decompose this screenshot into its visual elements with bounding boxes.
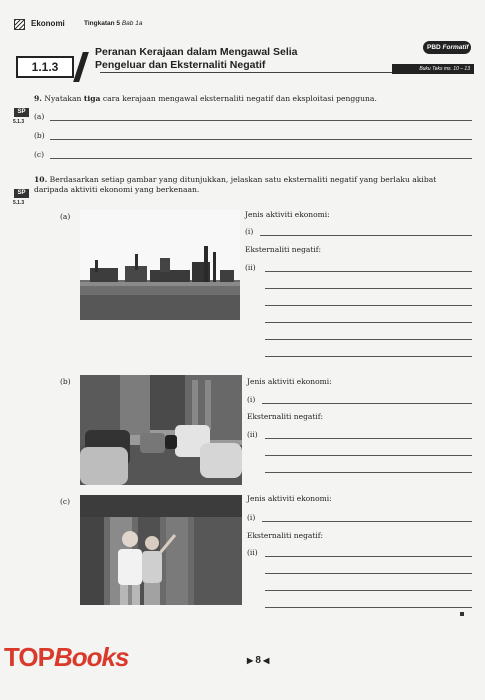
sp-code-q9: 5.1.3 [13, 119, 25, 125]
q9-item-a-label: (a) [34, 112, 45, 121]
q10-part-a-label: (a) [60, 212, 71, 221]
title-rule [100, 72, 392, 73]
sp-badge-q9: SP [14, 108, 29, 117]
section-divider [73, 52, 89, 82]
q10a-externality-answer-line-2[interactable] [265, 288, 472, 289]
page-number: ▶ 8 ◀ [247, 655, 269, 666]
q10-part-c-label: (c) [60, 497, 71, 506]
q10c-ii-label: (ii) [247, 548, 258, 557]
q10-part-b-label: (b) [60, 377, 71, 386]
level-label: Tingkatan 5 Bab 1a [84, 20, 143, 27]
q10b-externality-answer-line-1[interactable] [265, 438, 472, 439]
q10c-externality-answer-line-1[interactable] [265, 556, 472, 557]
section-title-line1: Peranan Kerajaan dalam Mengawal Selia [95, 46, 298, 58]
section-number-badge [16, 56, 88, 78]
q10a-externality-answer-line-6[interactable] [265, 356, 472, 357]
q10a-externality-answer-line-1[interactable] [265, 271, 472, 272]
sp-badge-q10: SP [14, 189, 29, 198]
q10c-activity-answer-line[interactable] [262, 521, 472, 522]
page-marker [460, 612, 464, 616]
q10c-externality-answer-line-3[interactable] [265, 590, 472, 591]
sp-code-q10: 5.1.3 [13, 200, 25, 206]
q10a-externality-answer-line-5[interactable] [265, 339, 472, 340]
question-10: 10. Berdasarkan setiap gambar yang ditunjukkan, jelaskan satu eksternaliti negatif yang berlaku akibat daripada aktiviti ekonomi yang berkenaan. [34, 175, 437, 194]
q9-answer-line-b[interactable] [50, 139, 472, 140]
q10b-ii-label: (ii) [247, 430, 258, 439]
q10b-externality-answer-line-3[interactable] [265, 472, 472, 473]
tourists-photo [80, 495, 242, 605]
q10c-externality-label: Eksternaliti negatif: [247, 531, 324, 540]
q10a-externality-label: Eksternaliti negatif: [245, 245, 322, 254]
page-header [14, 18, 474, 32]
q10b-i-label: (i) [247, 395, 256, 404]
q10c-activity-label: Jenis aktiviti ekonomi: [247, 494, 332, 503]
q10a-externality-answer-line-3[interactable] [265, 305, 472, 306]
q10a-i-label: (i) [245, 227, 254, 236]
q10a-activity-answer-line[interactable] [260, 235, 472, 236]
topbooks-watermark-logo: TOPBooks [4, 642, 129, 672]
q10b-activity-answer-line[interactable] [262, 403, 472, 404]
section-title-line2: Pengeluar dan Eksternaliti Negatif [95, 59, 266, 71]
q10a-activity-label: Jenis aktiviti ekonomi: [245, 210, 330, 219]
q10b-externality-label: Eksternaliti negatif: [247, 412, 324, 421]
subject-icon [14, 19, 25, 30]
q10b-externality-answer-line-2[interactable] [265, 455, 472, 456]
section-title [95, 46, 385, 72]
question-9: 9. Nyatakan tiga cara kerajaan mengawal eksternaliti negatif dan eksploitasi pengguna. [34, 94, 377, 103]
q9-item-b-label: (b) [34, 131, 45, 140]
q9-item-c-label: (c) [34, 150, 45, 159]
q9-answer-line-a[interactable] [50, 120, 472, 121]
section-number: 1.1.3 [16, 56, 74, 78]
book-reference: Buku Teks ms. 10 – 13 [392, 64, 474, 74]
q10c-externality-answer-line-2[interactable] [265, 573, 472, 574]
q10c-externality-answer-line-4[interactable] [265, 607, 472, 608]
industrial-factory-photo [80, 210, 240, 320]
subject-label: Ekonomi [31, 19, 65, 28]
traffic-congestion-photo [80, 375, 242, 485]
q10b-activity-label: Jenis aktiviti ekonomi: [247, 377, 332, 386]
q9-answer-line-c[interactable] [50, 158, 472, 159]
pbd-formatif-badge: PBD Formatif [423, 41, 471, 54]
q10a-externality-answer-line-4[interactable] [265, 322, 472, 323]
q10c-i-label: (i) [247, 513, 256, 522]
q10a-ii-label: (ii) [245, 263, 256, 272]
